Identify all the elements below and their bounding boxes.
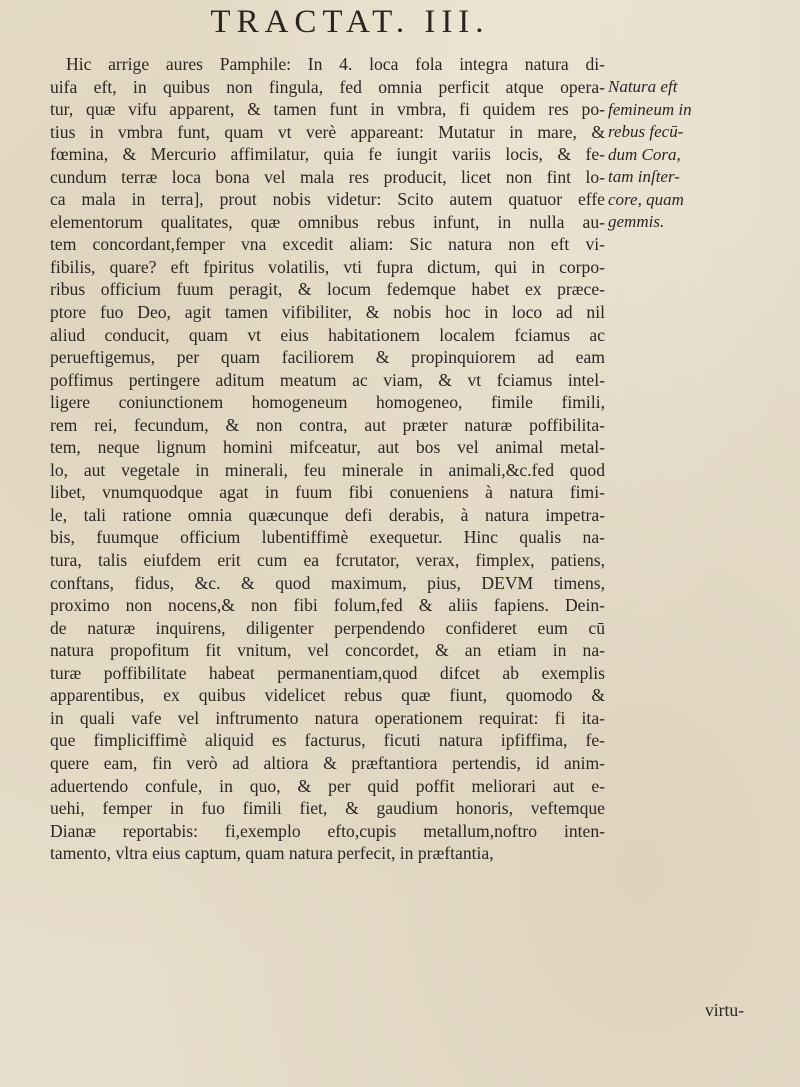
text-line: uifa eft, in quibus non fingula, fed omnia perficit atque opera- (50, 76, 605, 97)
text-line: apparentibus, ex quibus videlicet rebus quæ fiunt, quomodo & (50, 685, 605, 706)
text-line: ptore fuo Deo, agit tamen vifibiliter, & nobis hoc in loco ad nil (50, 302, 605, 323)
text-line: elementorum qualitates, quæ omnibus rebus infunt, in nulla au- (50, 211, 605, 232)
text-line: de naturæ inquirens, diligenter perpendendo confideret eum cū (50, 617, 605, 638)
text-line: tamento, vltra eius captum, quam natura perfecit, in præftantia, (50, 843, 494, 864)
text-line: ca mala in terra], prout nobis videtur: Scito autem quatuor effe (50, 189, 605, 210)
text-line: aliud conducit, quam vt eius habitationem localem fciamus ac (50, 324, 605, 345)
text-line: uehi, femper in fuo fimili fiet, & gaudium honoris, veftemque (50, 798, 605, 819)
text-line: le, tali ratione omnia quæcunque defi derabis, à natura impetra- (50, 504, 605, 525)
margin-note-line: gemmis. (608, 212, 665, 232)
text-line: proximo non nocens,& non fibi folum,fed & aliis fapiens. Dein- (50, 595, 605, 616)
margin-note-line: rebus fecū- (608, 122, 684, 142)
running-head: TRACTAT. III. (210, 4, 490, 40)
text-line: Dianæ reportabis: fi,exemplo efto,cupis metallum,noftro inten- (50, 820, 605, 841)
text-line: bis, fuumque officium lubentiffimè exequetur. Hinc qualis na- (50, 527, 605, 548)
text-line: turæ poffibilitate habeat permanentiam,quod difcet ab exemplis (50, 662, 605, 683)
catchword: virtu- (705, 1000, 745, 1020)
text-line: poffimus pertingere aditum meatum ac viam, & vt fciamus intel- (50, 369, 605, 390)
text-line: Hic arrige aures Pamphile: In 4. loca fola integra natura di- (66, 54, 605, 74)
margin-note (608, 76, 798, 234)
body-text (50, 53, 605, 865)
margin-note-line: femineum in (608, 99, 692, 119)
text-line: perueftigemus, per quam faciliorem & propinquiorem ad eam (50, 347, 605, 368)
text-line: libet, vnumquodque agat in fuum fibi conueniens à natura fimi- (50, 482, 605, 503)
text-line: quere eam, fin verò ad altiora & præftantiora pertendis, id anim- (50, 752, 605, 773)
text-line: tura, talis eiufdem erit cum ea fcrutator, verax, fimplex, patiens, (50, 550, 605, 571)
margin-note-line: Natura eft (608, 77, 678, 96)
text-line: fœmina, & Mercurio affimilatur, quia fe iungit variis locis, & fe- (50, 144, 605, 165)
text-line: fibilis, quare? eft fpiritus volatilis, vti fupra dictum, qui in corpo- (50, 256, 605, 277)
text-line: ligere coniunctionem homogeneum homogeneo, fimile fimili, (50, 392, 605, 413)
text-line: in quali vafe vel inftrumento natura operationem requirat: fi ita- (50, 707, 605, 728)
text-line: rem rei, fecundum, & non contra, aut præter naturæ poffibilita- (50, 414, 605, 435)
text-line: ribus officium fuum peragit, & locum fedemque habet ex præce- (50, 279, 605, 300)
margin-note-line: tam inſter- (608, 167, 680, 187)
margin-note-line: core, quam (608, 189, 684, 209)
text-line: aduertendo confule, in quo, & per quid poffit meliorari aut e- (50, 775, 605, 796)
text-line: tem concordant,femper vna excedit aliam: Sic natura non eft vi- (50, 234, 605, 255)
margin-note-line: dum Cora, (608, 144, 681, 164)
text-line: conftans, fidus, &c. & quod maximum, pius, DEVM timens, (50, 572, 605, 593)
text-line: que fimpliciffimè aliquid es facturus, ficuti natura ipfiffima, fe- (50, 730, 605, 751)
text-line: natura propofitum fit vnitum, vel concordet, & an etiam in na- (50, 640, 605, 661)
text-line: cundum terræ loca bona vel mala res producit, licet non fint lo- (50, 166, 605, 187)
text-line: tur, quæ vifu apparent, & tamen funt in vmbra, fi quidem res po- (50, 99, 605, 120)
text-line: lo, aut vegetale in minerali, feu minerale in animali,&c.fed quod (50, 459, 605, 480)
text-line: tius in vmbra funt, quam vt verè appareant: Mutatur in mare, & (50, 121, 605, 142)
text-line: tem, neque lignum homini mifceatur, aut bos vel animal metal- (50, 437, 605, 458)
